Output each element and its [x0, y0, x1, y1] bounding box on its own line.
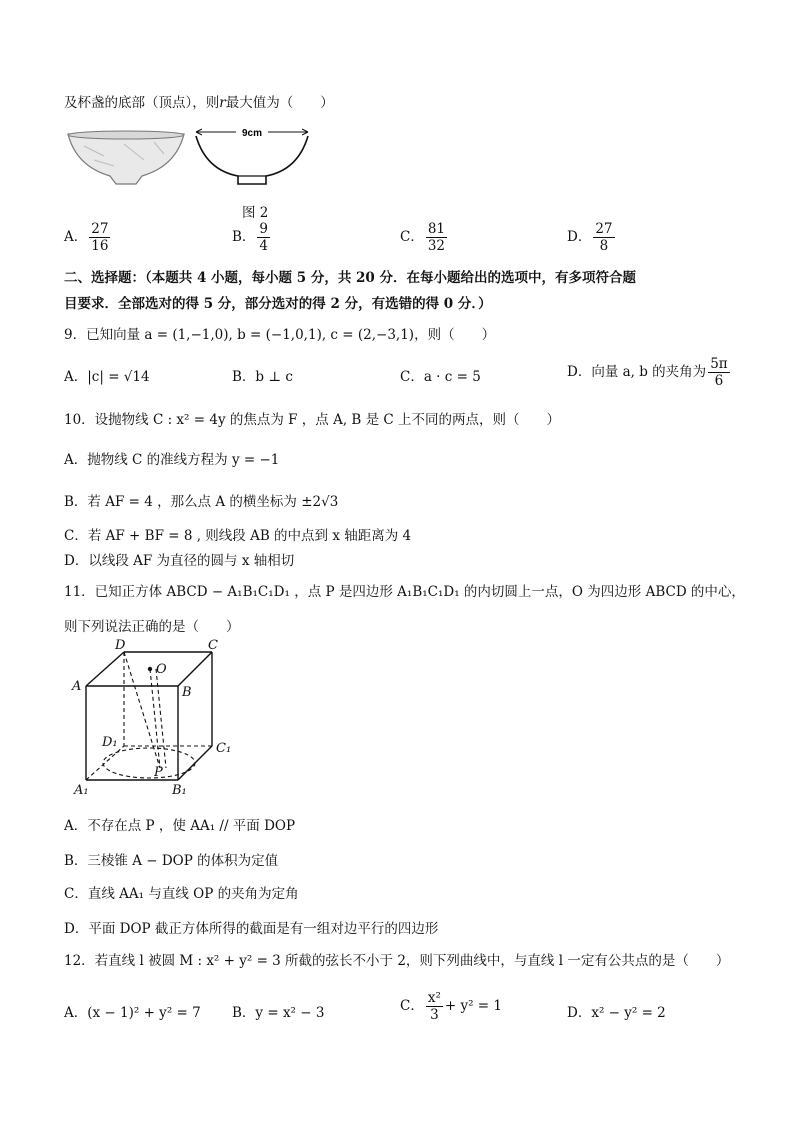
q8-option-d[interactable]: D． $\frac{27}{8}$ [567, 221, 613, 254]
q11-stem-line2: 则下列说法正确的是（ ） [64, 619, 240, 635]
q9-option-c[interactable]: C．a · c = 5 [400, 369, 481, 385]
q9-stem: 9．已知向量 a = (1,−1,0), b = (−1,0,1), c = (2,−3,1)，则（ ） [64, 327, 496, 343]
svg-text:B₁: B₁ [172, 783, 187, 798]
q12-option-a[interactable]: A．(x − 1)² + y² = 7 [64, 1005, 201, 1021]
svg-text:B: B [182, 685, 192, 700]
q11-option-b[interactable]: B．三棱锥 A − DOP 的体积为定值 [64, 853, 279, 869]
q9-option-a[interactable]: A．|c| = √14 [64, 369, 150, 385]
q11-option-a[interactable]: A．不存在点 P ，使 AA₁ // 平面 DOP [64, 818, 296, 834]
svg-text:C₁: C₁ [216, 741, 232, 756]
q12-stem: 12．若直线 l 被圆 M : x² + y² = 3 所截的弦长不小于 2，则下列曲线中，与直线 l 一定有公共点的是（ ） [64, 953, 730, 969]
bowl-diagram [192, 126, 312, 188]
section-heading-line2: 目要求．全部选对的得 5 分，部分选对的得 2 分，有选错的得 0 分．） [64, 296, 492, 312]
figure-caption: 图 2 [242, 205, 269, 221]
svg-text:A: A [72, 679, 82, 694]
q9-option-d[interactable]: D．向量 a, b 的夹角为 $\frac{5\pi}{6}$ [567, 356, 728, 389]
q12-option-d[interactable]: D．x² − y² = 2 [567, 1005, 666, 1021]
q10-option-d[interactable]: D．以线段 AF 为直径的圆与 x 轴相切 [64, 553, 295, 569]
svg-text:P: P [154, 765, 163, 780]
q11-option-c[interactable]: C．直线 AA₁ 与直线 OP 的夹角为定角 [64, 886, 299, 902]
svg-text:A₁: A₁ [74, 783, 89, 798]
section-heading-line1: 二、选择题：（本题共 4 小题，每小题 5 分，共 20 分．在每小题给出的选项中，有多项符合题 [64, 270, 637, 286]
q10-option-c[interactable]: C．若 AF + BF = 8 , 则线段 AB 的中点到 x 轴距离为 4 [64, 528, 412, 544]
q12-option-b[interactable]: B．y = x² − 3 [232, 1005, 325, 1021]
q12-option-c[interactable]: C． $\frac{\text{x²}}{3}$ + y² = 1 [400, 990, 502, 1023]
q11-option-d[interactable]: D．平面 DOP 截正方体所得的截面是有一组对边平行的四边形 [64, 921, 439, 937]
dimension-label: 9cm [241, 128, 263, 139]
q8-option-c[interactable]: C． $\frac{81}{32}$ [400, 221, 446, 254]
cube-figure [64, 636, 244, 800]
svg-text:O: O [156, 662, 167, 677]
bowl-photo [64, 126, 188, 190]
q10-stem: 10．设抛物线 C : x² = 4y 的焦点为 F ，点 A, B 是 C 上不同的两点，则（ ） [64, 412, 561, 428]
svg-text:D₁: D₁ [102, 735, 118, 750]
q9-option-b[interactable]: B．b ⊥ c [232, 369, 293, 385]
q10-option-a[interactable]: A．抛物线 C 的准线方程为 y = −1 [64, 452, 280, 468]
q8-option-b[interactable]: B． $\frac{9}{4}$ [232, 221, 269, 254]
q10-option-b[interactable]: B．若 AF = 4 ，那么点 A 的横坐标为 ±2√3 [64, 494, 339, 510]
q11-stem-line1: 11．已知正方体 ABCD − A₁B₁C₁D₁ ，点 P 是四边形 A₁B₁C₁D₁ 的内切圆上一点，O 为四边形 ABCD 的中心， [64, 584, 745, 600]
q8-option-a[interactable]: A． $\frac{27}{16}$ [64, 221, 109, 254]
svg-text:D: D [115, 638, 126, 653]
q8-stem-tail: 及杯盏的底部（顶点），则r最大值为（ ） [64, 95, 334, 111]
svg-text:C: C [208, 638, 218, 653]
